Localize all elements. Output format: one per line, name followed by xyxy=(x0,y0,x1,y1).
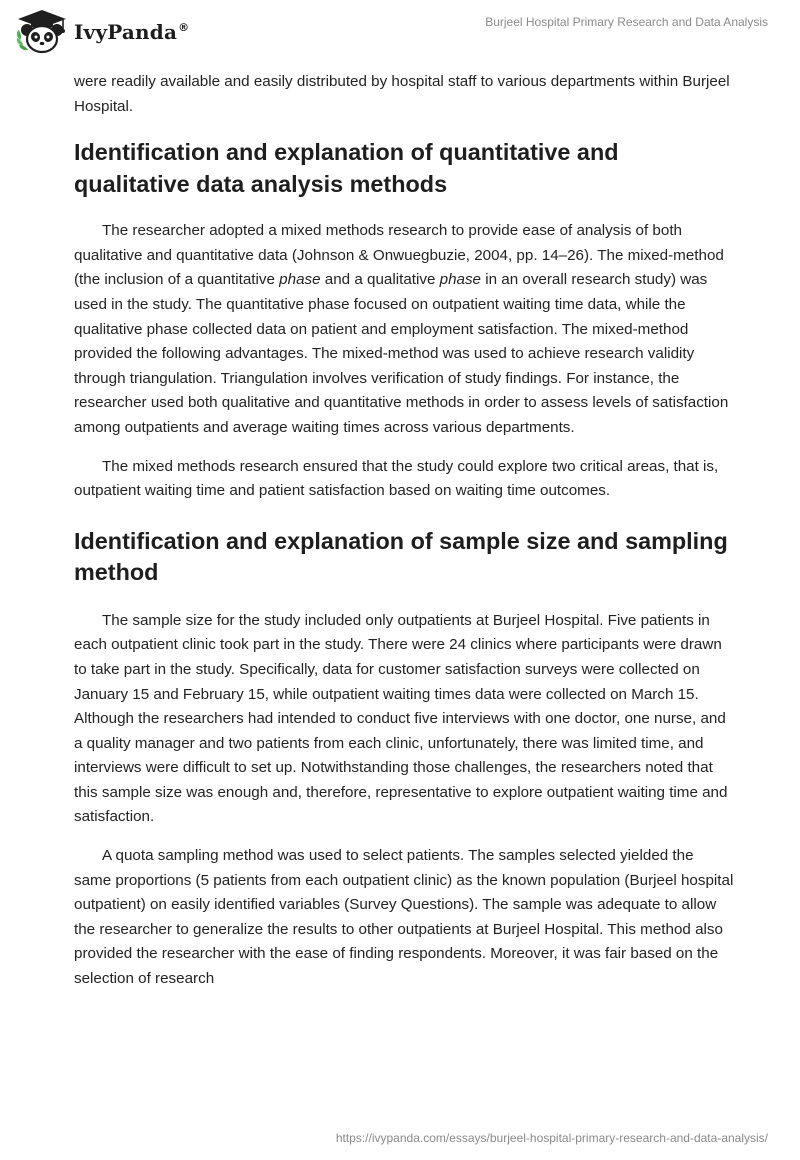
intro-continuation-paragraph: were readily available and easily distributed by hospital staff to various departments within Burjeel Hospital. xyxy=(74,73,730,115)
brand-name: IvyPanda® xyxy=(74,20,190,44)
paragraph-quota-sampling: A quota sampling method was used to select patients. The samples selected yielded the same proportions (5 patients from each outpatient clinic) as the known population (Burjeel hospital outpatient) on easily identified variables (Survey Questions). The sample was adequate to allow the researcher to generalize the results to other outpatients at Burjeel Hospital. This method also provided the researcher with the ease of finding respondents. Moreover, it was fair based on the selection of research xyxy=(74,847,734,988)
source-url-link[interactable]: https://ivypanda.com/essays/burjeel-hospital-primary-research-and-data-analysis/ xyxy=(335,1131,768,1145)
paragraph-sample-size: The sample size for the study included only outpatients at Burjeel Hospital. Five patients in each outpatient clinic took part in the study. There were 24 clinics where participants were drawn to take part in the study. Specifically, data for customer satisfaction surveys were collected on January 15 and February 15, while outpatient waiting times data were collected on March 15. Although the researchers had intended to conduct five interviews with one doctor, one nurse, and a quality manager and two patients from each clinic, unfortunately, there was limited time, and interviews were difficult to set up. Notwithstanding those challenges, the researchers noted that this sample size was enough and, therefore, representative to explore outpatient waiting time and satisfaction. xyxy=(74,611,728,826)
paragraph-mixed-methods: The researcher adopted a mixed methods research to provide ease of analysis of both qualitative and quantitative data (Johnson & Onwuegbuzie, 2004, pp. 14–26). The mixed-method (the inclusion of a quantitative phase and a qualitative phase in an overall research study) was used in the study. The quantitative phase focused on outpatient waiting time data, while the qualitative phase collected data on patient and employment satisfaction. The mixed-method provided the following advantages. The mixed-method was used to achieve research validity through triangulation. Triangulation involves verification of study findings. For instance, the researcher used both qualitative and quantitative methods in order to assess levels of satisfaction among outpatients and average waiting times across various departments. xyxy=(74,222,729,436)
paragraph-mixed-methods-areas: The mixed methods research ensured that the study could explore two critical areas, that is, outpatient waiting time and patient satisfaction based on waiting time outcomes. xyxy=(74,457,719,500)
ivypanda-logo[interactable] xyxy=(14,8,189,54)
essay-content xyxy=(74,70,734,992)
section-heading-data-analysis: Identification and explanation of quantitative and qualitative data analysis methods xyxy=(74,139,619,197)
registered-mark: ® xyxy=(178,21,190,35)
section-heading-sample-size: Identification and explanation of sample size and sampling method xyxy=(74,527,728,586)
panda-graduate-icon xyxy=(14,8,70,54)
page-header xyxy=(0,0,800,60)
document-title: Burjeel Hospital Primary Research and Data Analysis xyxy=(485,15,768,29)
